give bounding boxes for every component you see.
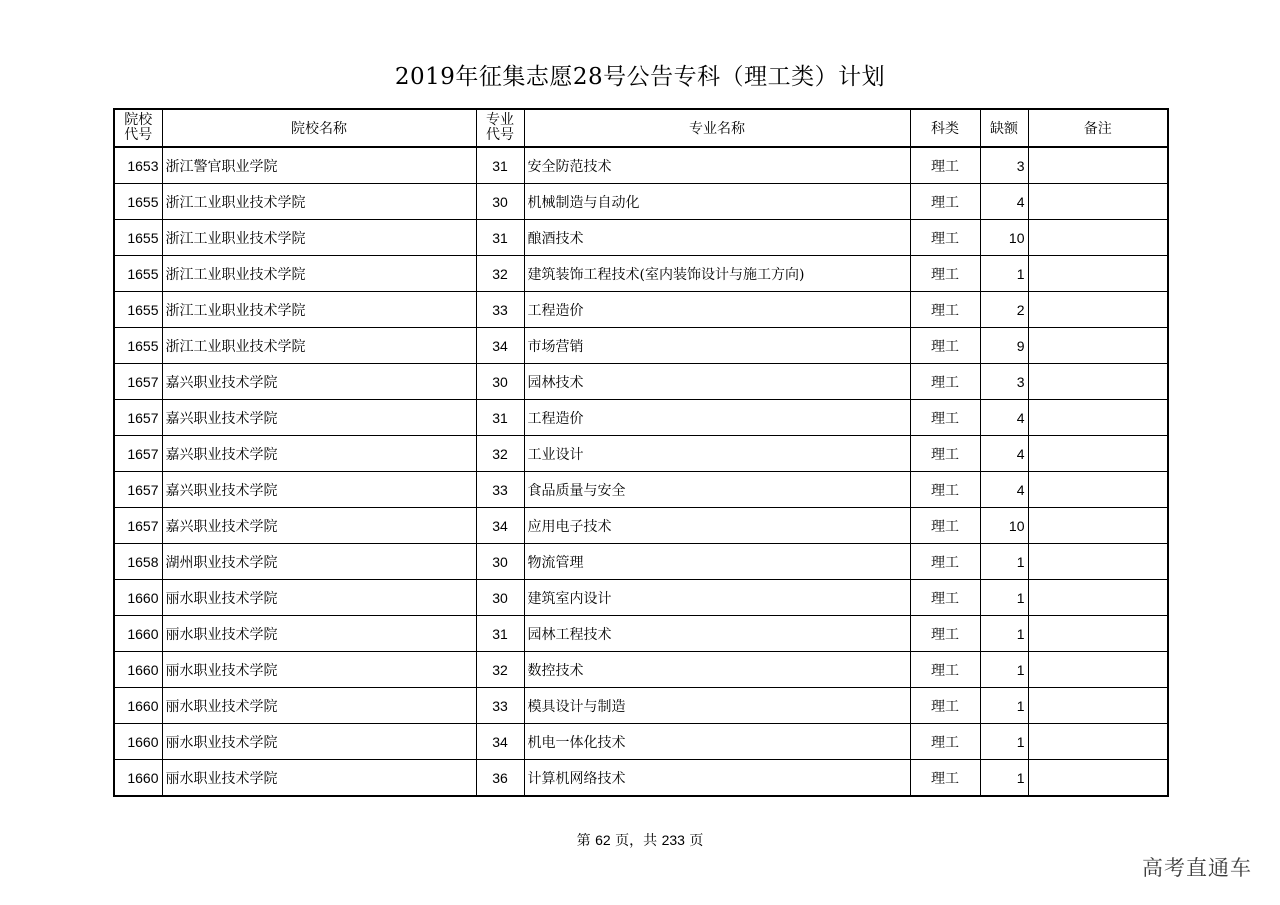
cell-major-code: 31 <box>476 220 524 256</box>
cell-major-code: 34 <box>476 328 524 364</box>
cell-school-name: 湖州职业技术学院 <box>162 544 476 580</box>
cell-quota: 1 <box>980 688 1028 724</box>
header-school-name: 院校名称 <box>162 109 476 147</box>
cell-remark <box>1028 472 1168 508</box>
cell-school-code: 1655 <box>114 328 162 364</box>
cell-remark <box>1028 256 1168 292</box>
cell-major-name: 计算机网络技术 <box>524 760 910 797</box>
cell-school-name: 浙江工业职业技术学院 <box>162 328 476 364</box>
cell-school-name: 浙江工业职业技术学院 <box>162 256 476 292</box>
cell-quota: 1 <box>980 724 1028 760</box>
cell-category: 理工 <box>910 544 980 580</box>
cell-school-name: 浙江工业职业技术学院 <box>162 184 476 220</box>
cell-quota: 1 <box>980 256 1028 292</box>
table-row <box>114 436 1168 472</box>
cell-major-name: 酿酒技术 <box>524 220 910 256</box>
table-header-row <box>114 109 1168 147</box>
cell-major-code: 34 <box>476 508 524 544</box>
cell-remark <box>1028 184 1168 220</box>
cell-school-code: 1655 <box>114 220 162 256</box>
table-row <box>114 616 1168 652</box>
cell-remark <box>1028 580 1168 616</box>
cell-major-name: 食品质量与安全 <box>524 472 910 508</box>
table-row <box>114 508 1168 544</box>
cell-category: 理工 <box>910 724 980 760</box>
cell-major-name: 应用电子技术 <box>524 508 910 544</box>
cell-category: 理工 <box>910 292 980 328</box>
table-row <box>114 147 1168 184</box>
cell-category: 理工 <box>910 364 980 400</box>
page-title: 2019年征集志愿28号公告专科（理工类）计划 <box>394 64 886 90</box>
cell-category: 理工 <box>910 508 980 544</box>
cell-school-name: 丽水职业技术学院 <box>162 724 476 760</box>
cell-school-code: 1655 <box>114 184 162 220</box>
cell-major-name: 机电一体化技术 <box>524 724 910 760</box>
cell-quota: 1 <box>980 616 1028 652</box>
cell-quota: 4 <box>980 472 1028 508</box>
cell-category: 理工 <box>910 760 980 797</box>
cell-quota: 9 <box>980 328 1028 364</box>
header-major-code: 专业代号 <box>476 109 524 147</box>
cell-school-name: 丽水职业技术学院 <box>162 652 476 688</box>
cell-quota: 2 <box>980 292 1028 328</box>
table-row <box>114 220 1168 256</box>
page-footer <box>0 830 1280 850</box>
cell-major-name: 工业设计 <box>524 436 910 472</box>
cell-major-name: 物流管理 <box>524 544 910 580</box>
cell-remark <box>1028 724 1168 760</box>
cell-remark <box>1028 147 1168 184</box>
cell-major-code: 30 <box>476 580 524 616</box>
cell-quota: 4 <box>980 400 1028 436</box>
cell-major-name: 工程造价 <box>524 400 910 436</box>
cell-major-code: 30 <box>476 184 524 220</box>
cell-major-name: 市场营销 <box>524 328 910 364</box>
cell-remark <box>1028 652 1168 688</box>
cell-remark <box>1028 220 1168 256</box>
cell-category: 理工 <box>910 328 980 364</box>
cell-remark <box>1028 544 1168 580</box>
cell-quota: 1 <box>980 760 1028 797</box>
cell-quota: 4 <box>980 436 1028 472</box>
table-row <box>114 292 1168 328</box>
cell-category: 理工 <box>910 580 980 616</box>
table-row <box>114 400 1168 436</box>
cell-school-code: 1660 <box>114 688 162 724</box>
header-category: 科类 <box>910 109 980 147</box>
cell-school-code: 1653 <box>114 147 162 184</box>
cell-quota: 10 <box>980 220 1028 256</box>
cell-category: 理工 <box>910 616 980 652</box>
cell-remark <box>1028 508 1168 544</box>
cell-major-name: 模具设计与制造 <box>524 688 910 724</box>
cell-school-code: 1657 <box>114 472 162 508</box>
table-row <box>114 580 1168 616</box>
table-row <box>114 472 1168 508</box>
cell-school-code: 1660 <box>114 724 162 760</box>
table-row <box>114 544 1168 580</box>
cell-quota: 3 <box>980 147 1028 184</box>
cell-major-code: 32 <box>476 256 524 292</box>
cell-category: 理工 <box>910 652 980 688</box>
cell-remark <box>1028 292 1168 328</box>
cell-major-name: 建筑装饰工程技术(室内装饰设计与施工方向) <box>524 256 910 292</box>
cell-quota: 1 <box>980 580 1028 616</box>
cell-remark <box>1028 616 1168 652</box>
header-school-code: 院校代号 <box>114 109 162 147</box>
table-row <box>114 688 1168 724</box>
cell-quota: 1 <box>980 652 1028 688</box>
cell-major-code: 30 <box>476 544 524 580</box>
cell-quota: 1 <box>980 544 1028 580</box>
cell-category: 理工 <box>910 256 980 292</box>
cell-school-code: 1655 <box>114 292 162 328</box>
cell-school-name: 丽水职业技术学院 <box>162 616 476 652</box>
cell-school-name: 浙江工业职业技术学院 <box>162 220 476 256</box>
cell-major-name: 园林技术 <box>524 364 910 400</box>
enrollment-plan-table <box>113 108 1169 797</box>
cell-school-name: 丽水职业技术学院 <box>162 688 476 724</box>
cell-school-name: 嘉兴职业技术学院 <box>162 364 476 400</box>
table-row <box>114 328 1168 364</box>
cell-major-code: 30 <box>476 364 524 400</box>
footer-prefix: 第 <box>576 833 591 849</box>
cell-category: 理工 <box>910 472 980 508</box>
cell-school-name: 丽水职业技术学院 <box>162 580 476 616</box>
table-row <box>114 652 1168 688</box>
footer-page-number: 62 <box>595 832 611 848</box>
cell-school-name: 丽水职业技术学院 <box>162 760 476 797</box>
cell-quota: 3 <box>980 364 1028 400</box>
cell-category: 理工 <box>910 688 980 724</box>
cell-major-name: 安全防范技术 <box>524 147 910 184</box>
cell-school-code: 1657 <box>114 508 162 544</box>
cell-school-code: 1657 <box>114 364 162 400</box>
cell-major-code: 36 <box>476 760 524 797</box>
cell-major-code: 33 <box>476 688 524 724</box>
watermark-text: 高考直通车 <box>1142 856 1252 880</box>
cell-remark <box>1028 364 1168 400</box>
table-row <box>114 256 1168 292</box>
cell-remark <box>1028 328 1168 364</box>
cell-remark <box>1028 436 1168 472</box>
cell-school-name: 嘉兴职业技术学院 <box>162 436 476 472</box>
cell-major-name: 工程造价 <box>524 292 910 328</box>
cell-major-code: 31 <box>476 400 524 436</box>
table-row <box>114 364 1168 400</box>
cell-school-name: 嘉兴职业技术学院 <box>162 508 476 544</box>
cell-category: 理工 <box>910 400 980 436</box>
footer-suffix: 页 <box>689 833 704 849</box>
table-row <box>114 184 1168 220</box>
cell-school-name: 嘉兴职业技术学院 <box>162 400 476 436</box>
cell-school-code: 1655 <box>114 256 162 292</box>
cell-major-code: 32 <box>476 436 524 472</box>
cell-major-code: 34 <box>476 724 524 760</box>
footer-total-pages: 233 <box>661 832 685 848</box>
header-quota: 缺额 <box>980 109 1028 147</box>
cell-remark <box>1028 400 1168 436</box>
cell-major-code: 31 <box>476 616 524 652</box>
footer-middle: 页，共 <box>615 833 658 849</box>
cell-quota: 10 <box>980 508 1028 544</box>
cell-quota: 4 <box>980 184 1028 220</box>
cell-major-name: 建筑室内设计 <box>524 580 910 616</box>
cell-major-name: 数控技术 <box>524 652 910 688</box>
table-body <box>114 147 1168 796</box>
cell-school-name: 浙江警官职业学院 <box>162 147 476 184</box>
cell-school-code: 1660 <box>114 760 162 797</box>
table-row <box>114 724 1168 760</box>
cell-school-code: 1657 <box>114 400 162 436</box>
cell-category: 理工 <box>910 147 980 184</box>
cell-school-name: 嘉兴职业技术学院 <box>162 472 476 508</box>
cell-school-code: 1660 <box>114 616 162 652</box>
cell-school-code: 1660 <box>114 580 162 616</box>
header-remark: 备注 <box>1028 109 1168 147</box>
cell-major-code: 31 <box>476 147 524 184</box>
cell-category: 理工 <box>910 184 980 220</box>
cell-major-name: 园林工程技术 <box>524 616 910 652</box>
cell-school-code: 1657 <box>114 436 162 472</box>
cell-school-name: 浙江工业职业技术学院 <box>162 292 476 328</box>
cell-remark <box>1028 760 1168 797</box>
cell-remark <box>1028 688 1168 724</box>
cell-category: 理工 <box>910 436 980 472</box>
cell-major-code: 33 <box>476 472 524 508</box>
cell-school-code: 1660 <box>114 652 162 688</box>
cell-category: 理工 <box>910 220 980 256</box>
cell-major-code: 33 <box>476 292 524 328</box>
cell-major-code: 32 <box>476 652 524 688</box>
cell-major-name: 机械制造与自动化 <box>524 184 910 220</box>
header-major-name: 专业名称 <box>524 109 910 147</box>
cell-school-code: 1658 <box>114 544 162 580</box>
table-row <box>114 760 1168 797</box>
